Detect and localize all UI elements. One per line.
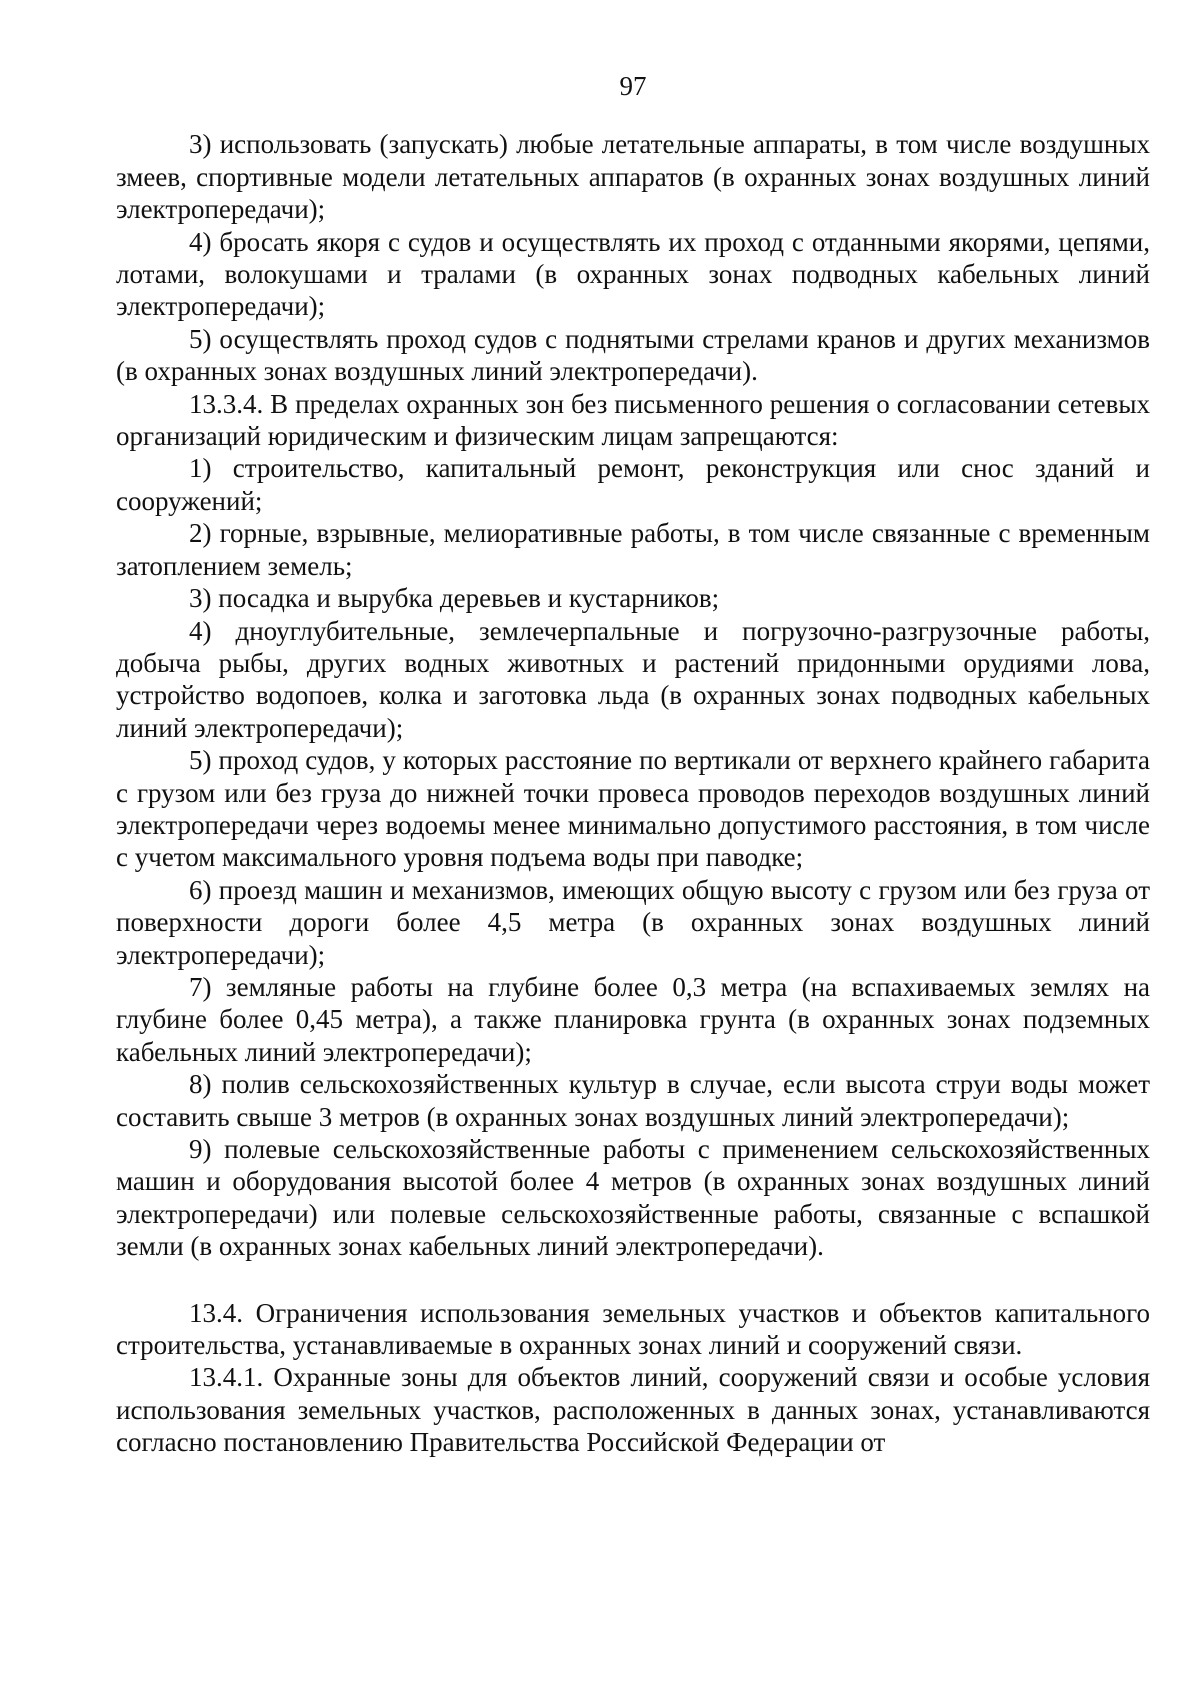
document-page	[116, 70, 1150, 1459]
page-number: 97	[619, 71, 647, 101]
paragraph: 2) горные, взрывные, мелиоративные работы, в том числе связанные с временным затоплением земель;	[116, 518, 1150, 581]
paragraph: 1) строительство, капитальный ремонт, реконструкция или снос зданий и сооружений;	[116, 453, 1150, 516]
paragraph: 8) полив сельскохозяйственных культур в случае, если высота струи воды может составить свыше 3 метров (в охранных зонах воздушных линий электропередачи);	[116, 1069, 1150, 1132]
paragraph: 13.4.1. Охранные зоны для объектов линий, сооружений связи и особые условия использования земельных участков, расположенных в данных зонах, устанавливаются согласно постановлению Правительства Российской Федерации от	[116, 1362, 1150, 1458]
paragraph: 5) проход судов, у которых расстояние по вертикали от верхнего крайнего габарита с грузом или без груза до нижней точки провеса проводов переходов воздушных линий электропередачи через водоемы менее минимально допустимого расстояния, в том числе с учетом максимального уровня подъема воды при паводке;	[116, 745, 1150, 873]
paragraph: 9) полевые сельскохозяйственные работы с применением сельскохозяйственных машин и оборудования высотой более 4 метров (в охранных зонах воздушных линий электропередачи) или полевые сельскохозяйственные работы, связанные с вспашкой земли (в охранных зонах кабельных линий электропередачи).	[116, 1134, 1150, 1262]
paragraph: 4) бросать якоря с судов и осуществлять их проход с отданными якорями, цепями, лотами, волокушами и тралами (в охранных зонах подводных кабельных линий электропередачи);	[116, 226, 1150, 322]
paragraph: 7) земляные работы на глубине более 0,3 метра (на вспахиваемых землях на глубине более 0,45 метра), а также планировка грунта (в охранных зонах подземных кабельных линий электропередачи);	[116, 971, 1150, 1067]
section-heading: 13.4. Ограничения использования земельных участков и объектов капитального строительства, устанавливаемые в охранных зонах линий и сооружений связи.	[116, 1297, 1150, 1361]
paragraph: 3) посадка и вырубка деревьев и кустарников;	[189, 583, 720, 614]
paragraph: 4) дноуглубительные, землечерпальные и погрузочно-разгрузочные работы, добыча рыбы, других водных животных и растений придонными орудиями лова, устройство водопоев, колка и заготовка льда (в охранных зонах подводных кабельных линий электропередачи);	[116, 615, 1150, 743]
paragraph: 6) проезд машин и механизмов, имеющих общую высоту с грузом или без груза от поверхности дороги более 4,5 метра (в охранных зонах воздушных линий электропередачи);	[116, 874, 1150, 970]
paragraph: 5) осуществлять проход судов с поднятыми стрелами кранов и других механизмов (в охранных зонах воздушных линий электропередачи).	[116, 323, 1150, 387]
paragraph: 13.3.4. В пределах охранных зон без письменного решения о согласовании сетевых организаций юридическим и физическим лицам запрещаются:	[116, 388, 1150, 452]
paragraph: 3) использовать (запускать) любые летательные аппараты, в том числе воздушных змеев, спортивные модели летательных аппаратов (в охранных зонах воздушных линий электропередачи);	[116, 129, 1150, 225]
section-spacer	[116, 1263, 1150, 1297]
